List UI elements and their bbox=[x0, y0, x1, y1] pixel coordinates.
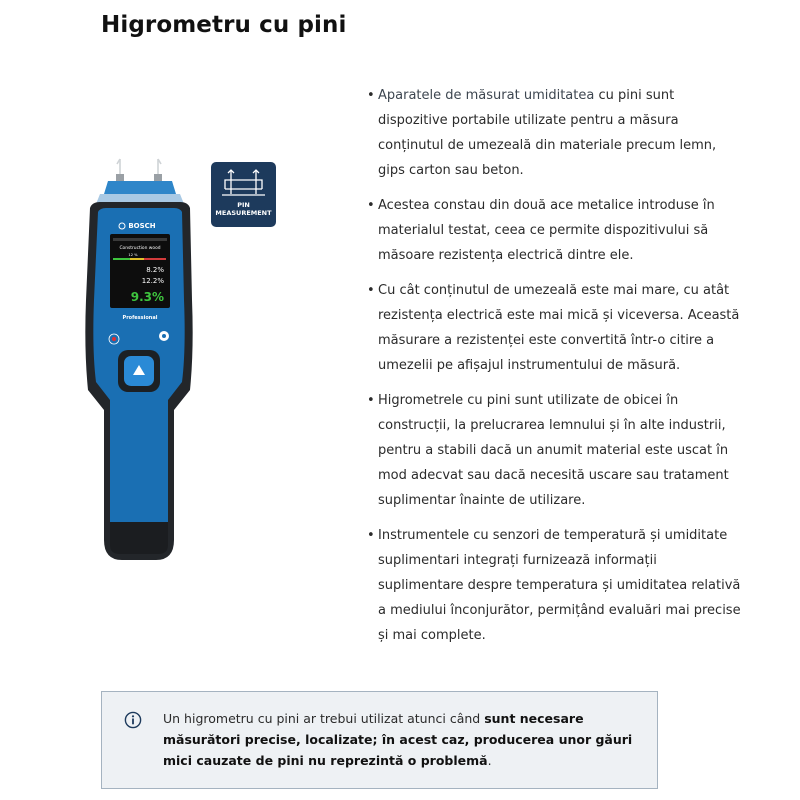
bullet-icon: • bbox=[367, 528, 375, 543]
bullet-icon: • bbox=[367, 393, 375, 408]
info-icon bbox=[124, 711, 142, 729]
list-item bbox=[367, 278, 740, 378]
fact-4-line-2: construcții, la prelucrarea lemnului și în alte industrii, bbox=[378, 418, 726, 433]
bullet-icon: • bbox=[367, 88, 375, 103]
fact-5-line-3: suplimentare despre temperatura și umiditatea relativă bbox=[378, 578, 741, 593]
fact-5-line-5: și mai complete. bbox=[378, 628, 486, 643]
bullet-icon: • bbox=[367, 198, 375, 213]
pin-measurement-icon bbox=[211, 162, 276, 227]
fact-4-line-3: pentru a stabili dacă un anumit material este uscat în bbox=[378, 443, 729, 458]
fact-3-line-1: Cu cât conținutul de umezeală este mai mare, cu atât bbox=[378, 283, 730, 298]
fact-4-line-5: suplimentar înainte de utilizare. bbox=[378, 493, 586, 508]
screen-mode-label: Construction wood bbox=[119, 246, 161, 251]
info-notice bbox=[101, 691, 658, 789]
list-item bbox=[367, 388, 737, 513]
screen-bar-value: 12 % bbox=[128, 253, 138, 257]
badge-label-line1: PIN bbox=[237, 201, 250, 209]
fact-3-line-4: umezelii pe afișajul instrumentului de măsură. bbox=[378, 358, 681, 373]
product-image bbox=[70, 150, 210, 570]
notice-text-plain: Un higrometru cu pini ar trebui utilizat atunci când bbox=[163, 711, 485, 726]
list-item bbox=[367, 83, 737, 183]
fact-4-line-1: Higrometrele cu pini sunt utilizate de obicei în bbox=[378, 393, 679, 408]
fact-1-line-1: cu pini sunt bbox=[594, 88, 675, 103]
list-item bbox=[367, 523, 741, 648]
fact-1-line-4: gips carton sau beton. bbox=[378, 163, 524, 178]
pin-measurement-badge bbox=[211, 162, 276, 227]
fact-5-line-1: Instrumentele cu senzori de temperatură și umiditate bbox=[378, 528, 728, 543]
fact-2-line-1: Acestea constau din două ace metalice introduse în bbox=[378, 198, 715, 213]
fact-1-line-2: dispozitive portabile utilizate pentru a măsura bbox=[378, 113, 679, 128]
fact-3-line-3: măsurare a rezistenței este convertită într-o citire a bbox=[378, 333, 715, 348]
fact-4-line-4: mod adecvat sau dacă necesită uscare sau tratament bbox=[378, 468, 729, 483]
fact-5-line-2: suplimentari integrați furnizează informații bbox=[378, 553, 657, 568]
fact-3-line-2: rezistența electrică este mai mică și viceversa. Această bbox=[378, 308, 740, 323]
facts-list bbox=[367, 83, 741, 658]
fact-5-line-4: a mediului înconjurător, permițând evaluări mai precise bbox=[378, 603, 741, 618]
bullet-icon: • bbox=[367, 283, 375, 298]
fact-2-line-2: materialul testat, ceea ce permite dispozitivului să bbox=[378, 223, 709, 238]
device-gear-icon bbox=[159, 331, 169, 341]
brand-logo: BOSCH bbox=[128, 222, 156, 230]
fact-1-line-3: conținutul de umezeală din materiale precum lemn, bbox=[378, 138, 717, 153]
screen-reading-1: 8.2% bbox=[146, 266, 164, 274]
screen-main-reading: 9.3% bbox=[130, 290, 164, 304]
notice-text bbox=[163, 708, 643, 771]
list-item bbox=[367, 193, 737, 268]
moisture-meter-link[interactable]: Aparatele de măsurat umiditatea bbox=[378, 88, 595, 103]
screen-reading-2: 12.2% bbox=[141, 277, 164, 285]
page-title: Higrometru cu pini bbox=[101, 12, 347, 38]
badge-label-line2: MEASUREMENT bbox=[215, 209, 272, 217]
notice-text-end: . bbox=[487, 753, 492, 768]
notice-text-bold: sunt necesare măsurători precise, localizate; în acest caz, producerea unor găuri mici cauzate de pini nu reprezintă o problemă bbox=[163, 711, 633, 768]
fact-2-line-3: măsoare rezistența electrică dintre ele. bbox=[378, 248, 634, 263]
product-line-label: Professional bbox=[122, 315, 158, 321]
